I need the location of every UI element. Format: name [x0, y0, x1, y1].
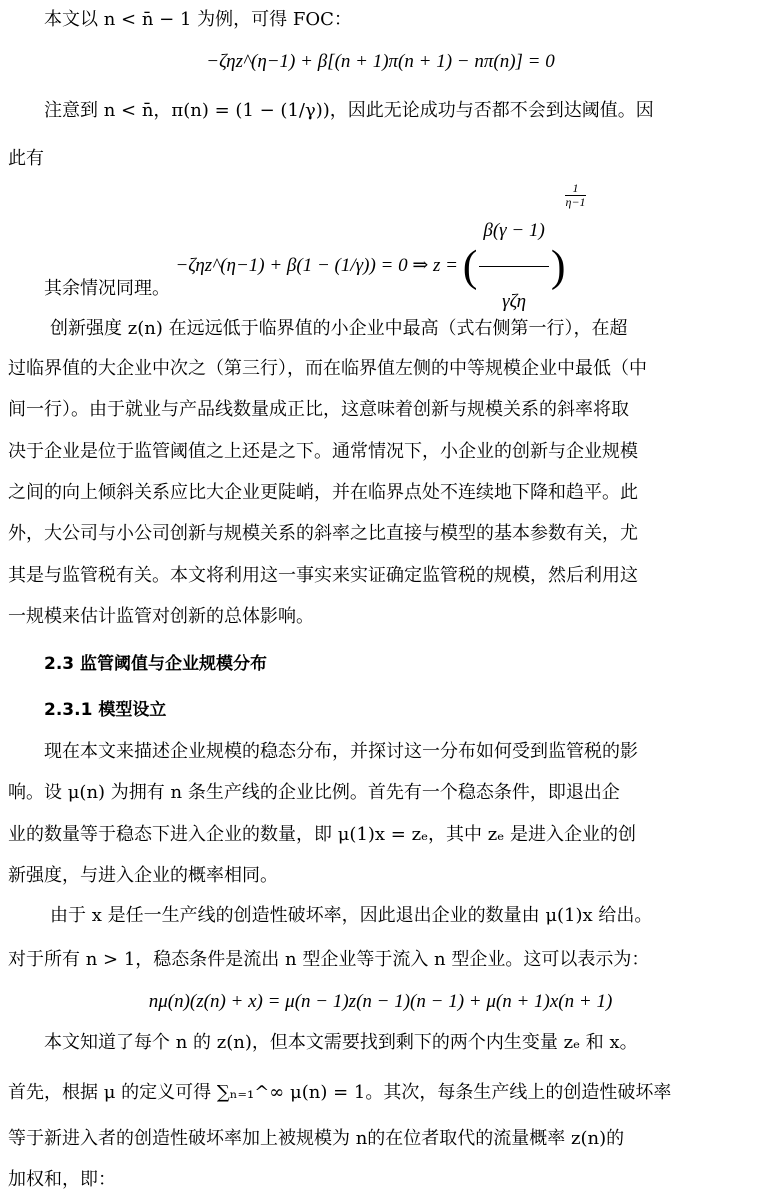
fraction-denominator: γζη	[502, 291, 527, 312]
exponent-numerator: 1	[565, 182, 585, 196]
right-paren: )	[550, 241, 566, 291]
equation-foc: −ζηz^(η−1) + β[(n + 1)π(n + 1) − nπ(n)] = 0	[206, 51, 555, 72]
paragraph-line: 等于新进入者的创造性破坏率加上被规模为 n的在位者取代的流量概率 z(n)的	[8, 1128, 625, 1149]
paragraph-line: 创新强度 z(n) 在远远低于临界值的小企业中最高（式右侧第一行），在超	[50, 318, 628, 339]
fraction	[479, 196, 548, 337]
exponent-denominator: η−1	[565, 195, 586, 209]
paragraph-line: 一规模来估计监管对创新的总体影响。	[8, 606, 314, 627]
text-line: 其余情况同理。	[44, 278, 170, 299]
paragraph-line: 响。设 μ(n) 为拥有 n 条生产线的企业比例。首先有一个稳态条件，即退出企	[8, 782, 620, 803]
paragraph-line: 由于 x 是任一生产线的创造性破坏率，因此退出企业的数量由 μ(1)x 给出。	[50, 905, 653, 926]
paragraph-line: 现在本文来描述企业规模的稳态分布，并探讨这一分布如何受到监管税的影	[44, 741, 638, 762]
paragraph-line: 过临界值的大企业中次之（第三行），而在临界值左侧的中等规模企业中最低（中	[8, 358, 647, 379]
equation-left: −ζηz^(η−1) + β(1 − (1/γ)) = 0 ⇒ z =	[175, 254, 458, 276]
paragraph-line: 加权和，即：	[8, 1169, 116, 1190]
paragraph-line: 其是与监管税有关。本文将利用这一事实来实证确定监管税的规模，然后利用这	[8, 565, 638, 586]
paragraph-line: 之间的向上倾斜关系应比大企业更陡峭，并在临界点处不连续地下降和趋平。此	[8, 482, 638, 503]
intro-line: 本文以 n < n̄ − 1 为例，可得 FOC：	[44, 9, 352, 30]
paragraph-line: 业的数量等于稳态下进入企业的数量，即 μ(1)x = zₑ，其中 zₑ 是进入企业的创	[8, 824, 636, 845]
equation-steady-state: nμ(n)(z(n) + x) = μ(n − 1)z(n − 1)(n − 1) + μ(n + 1)x(n + 1)	[148, 991, 613, 1012]
paragraph-line: 本文知道了每个 n 的 z(n)，但本文需要找到剩下的两个内生变量 zₑ 和 x。	[44, 1032, 638, 1053]
paragraph-line: 间一行）。由于就业与产品线数量成正比，这意味着创新与规模关系的斜率将取	[8, 399, 629, 420]
paragraph-line: 首先，根据 μ 的定义可得 ∑ₙ₌₁^∞ μ(n) = 1。其次，每条生产线上的创造性破坏率	[8, 1082, 672, 1103]
exponent-fraction	[565, 182, 585, 209]
paragraph-line: 新强度，与进入企业的概率相同。	[8, 865, 278, 886]
text-line: 此有	[8, 148, 44, 169]
left-paren: (	[462, 241, 478, 291]
subsection-heading: 2.3.1 模型设立	[44, 700, 167, 720]
paragraph-line: 决于企业是位于监管阈值之上还是之下。通常情况下，小企业的创新与企业规模	[8, 441, 638, 462]
paragraph-line: 外，大公司与小公司创新与规模关系的斜率之比直接与模型的基本参数有关，尤	[8, 523, 638, 544]
section-heading: 2.3 监管阈值与企业规模分布	[44, 654, 268, 674]
text-line: 注意到 n < n̄，π(n) = (1 − (1/γ))，因此无论成功与否都不会到达阈值。因	[44, 100, 654, 121]
fraction-numerator: β(γ − 1)	[479, 196, 548, 267]
paragraph-line: 对于所有 n > 1，稳态条件是流出 n 型企业等于流入 n 型企业。这可以表示为：	[8, 949, 650, 970]
